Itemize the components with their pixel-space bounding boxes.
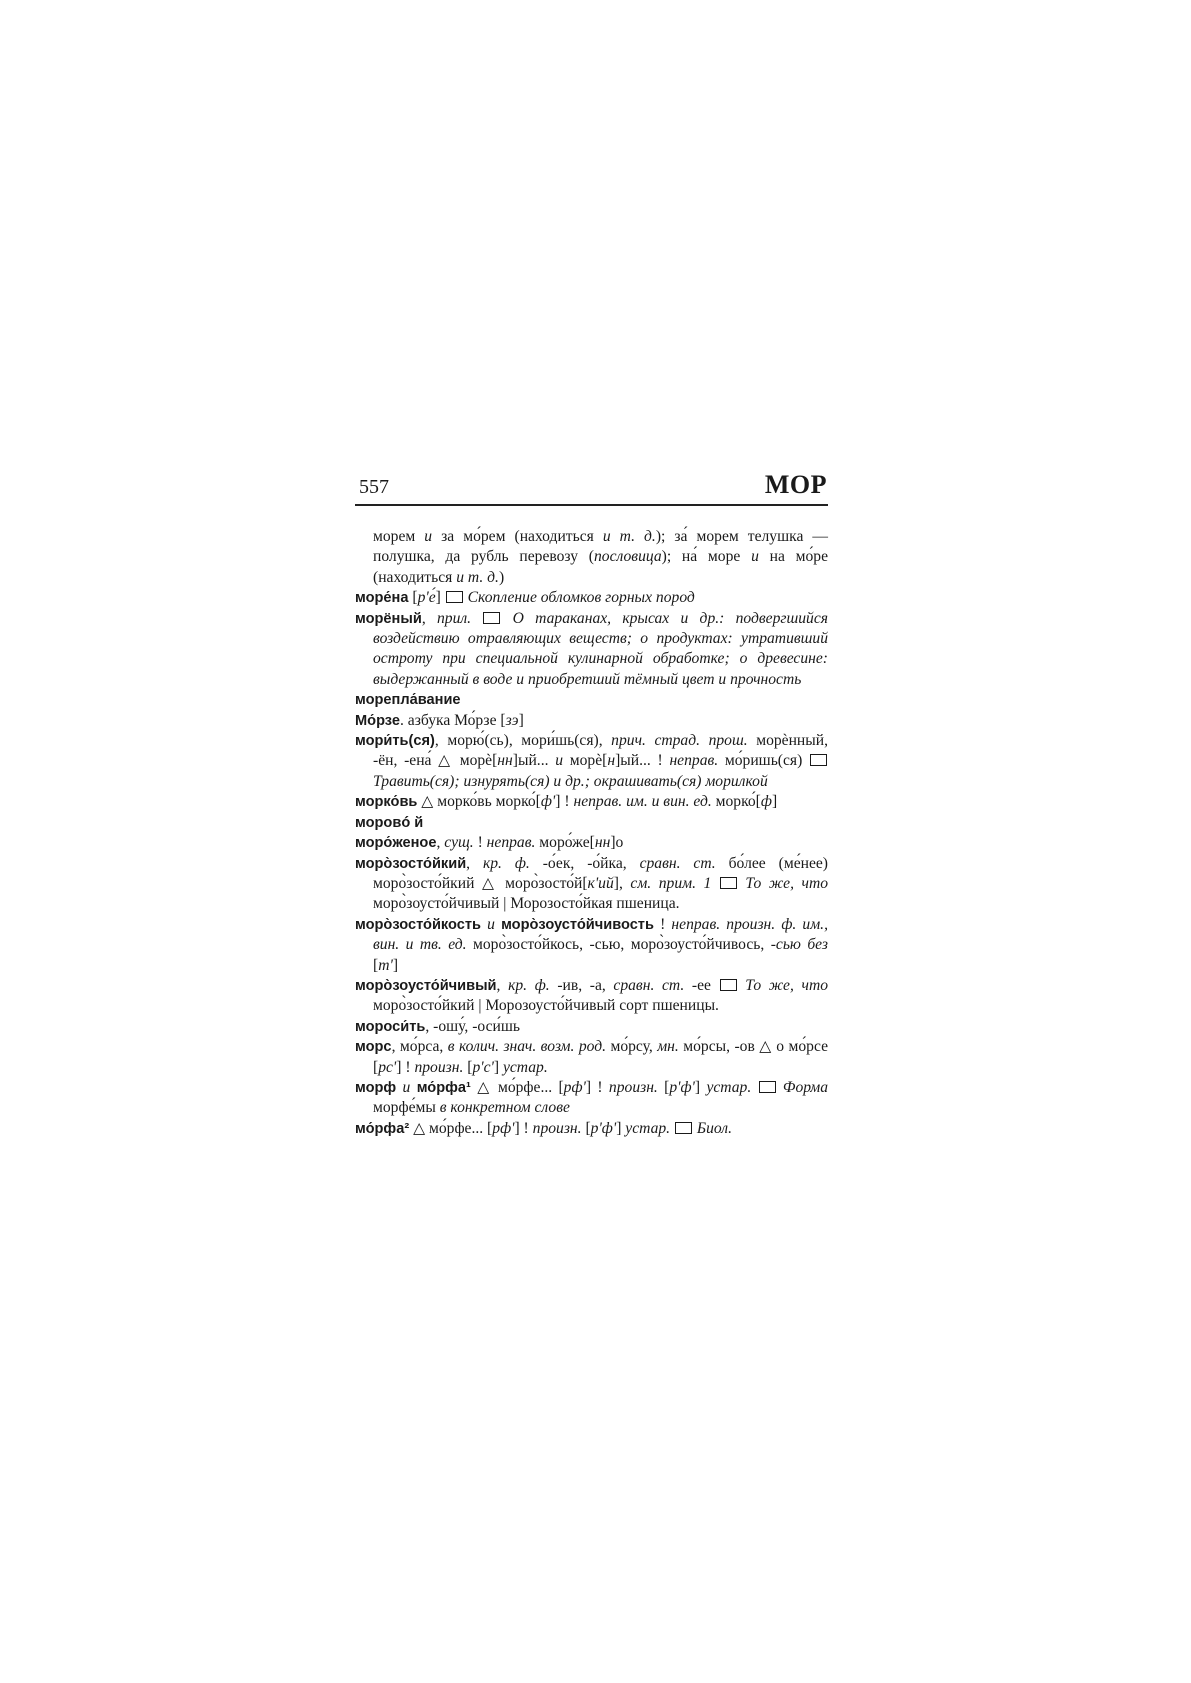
headword: море́на [355, 590, 409, 607]
entry-text: -о́ек, -о́йка, [529, 854, 640, 872]
italic-note: зэ [505, 711, 519, 729]
dictionary-entry [355, 731, 828, 792]
headword: мо́рфа² [355, 1120, 410, 1137]
entry-text: моро̀зосто́йкось, -сью, моро̀зоусто́йчивось, [466, 936, 771, 954]
italic-note: к'ий [587, 874, 614, 892]
italic-note: мн. [657, 1038, 679, 1056]
dictionary-entry [355, 813, 828, 833]
entry-text: моро́же[ [535, 834, 595, 852]
italic-note: Скопление обломков горных пород [463, 589, 695, 607]
entry-text [670, 1120, 674, 1137]
entry-text: бо́лее (ме́нее) моро̀зосто́йкий △ моро̀зосто́й[ [373, 854, 828, 892]
headword: моро̀зосто́йкий [355, 855, 467, 872]
italic-note: устар. [625, 1119, 671, 1137]
entry-text: за мо́рем (находиться [432, 528, 603, 545]
dictionary-entry [355, 854, 828, 915]
italic-note: неправ. произн. ф. им., вин. и тв. ед. [373, 915, 828, 954]
italic-note: То же, что [737, 976, 829, 994]
entry-text: -ив, -а, [549, 976, 614, 994]
dictionary-entry [355, 711, 828, 731]
definition-box-icon [810, 754, 827, 766]
italic-note: и [424, 528, 433, 545]
headword: морс [355, 1039, 392, 1056]
definition-box-icon [483, 612, 500, 624]
entry-text: ] [518, 711, 524, 729]
headword: мороси́ть [355, 1018, 426, 1035]
italic-note: ф' [540, 793, 556, 811]
header-rule [355, 504, 828, 506]
dictionary-entry [355, 690, 828, 710]
entry-text: ] [694, 1078, 707, 1096]
dictionary-entry [355, 1119, 828, 1139]
headword: морф [355, 1079, 397, 1096]
entry-text [711, 875, 719, 892]
entry-text: мо́рсы, -ов △ о мо́рсе [ [373, 1038, 829, 1076]
entry-text: ) [498, 568, 505, 586]
italic-note: в конкретном слове [439, 1099, 570, 1117]
entry-text: , [496, 976, 509, 994]
entry-text: △ мо́рфе... [ [409, 1119, 493, 1137]
entry-text: мо́рсу, [606, 1038, 658, 1056]
entry-text: ] [493, 1058, 503, 1076]
dictionary-entry [355, 915, 828, 976]
italic-note: нн [594, 834, 611, 852]
headword: Мо́рзе [355, 712, 400, 729]
entry-text: ] ! [396, 1058, 415, 1076]
italic-note: неправ. [486, 834, 536, 852]
entry-text: [ [463, 1058, 473, 1076]
definition-box-icon [759, 1081, 776, 1093]
entry-text: моро̀зоусто́йчивый | Морозосто́йкая пшеница. [373, 895, 680, 913]
entry-text: ! [473, 834, 487, 852]
definition-box-icon [720, 979, 737, 991]
entry-text: △ морко́вь морко́[ [417, 793, 541, 811]
entry-text: мо́ришь(ся) [718, 752, 810, 770]
entry-text: , [436, 834, 445, 852]
italic-note: пословица [594, 548, 662, 566]
italic-note: и т. д. [602, 528, 656, 545]
dictionary-entry [355, 588, 828, 608]
entry-text: ] [435, 589, 445, 607]
entry-text: ] [616, 1119, 626, 1137]
italic-note: и [555, 752, 564, 770]
italic-note: сравн. ст. [613, 976, 685, 994]
entry-text: [ [408, 589, 418, 607]
entry-text: ]ый... ! [615, 752, 670, 770]
italic-note: неправ. [669, 752, 719, 770]
entry-text: моро̀зосто́йкий | Морозоусто́йчивый сорт пшеницы. [373, 997, 719, 1015]
entry-text [751, 1079, 757, 1096]
dictionary-entry [355, 1017, 828, 1037]
italic-note: см. прим. 1 [630, 874, 712, 892]
italic-note: и [751, 548, 759, 566]
entry-text: ! [653, 915, 672, 933]
entry-text: [ [373, 956, 379, 974]
definition-box-icon [446, 591, 463, 603]
dictionary-entry [355, 609, 828, 691]
italic-note: рф' [563, 1078, 586, 1096]
entry-text: ] [392, 956, 399, 974]
italic-note: устар. [502, 1058, 548, 1076]
dictionary-entry [355, 1078, 828, 1119]
entry-text: [ [581, 1119, 591, 1137]
headword: моровó й [355, 814, 424, 831]
entry-text: ); за́ морем телушка — полушка, да рубль перевозу ( [373, 528, 828, 566]
entry-text: , морю́(сь), мори́шь(ся), [434, 732, 612, 750]
italic-note: прил. [436, 609, 472, 627]
headword: мо́рфа¹ [416, 1079, 471, 1096]
italic-note: сравн. ст. [639, 854, 716, 872]
italic-note: и [402, 1078, 411, 1096]
italic-note: произн. [532, 1119, 582, 1137]
italic-note: р'ф' [590, 1119, 617, 1137]
entry-text: морѐнный, -ён, -ена́ △ морѐ[ [373, 732, 828, 770]
headword: мори́ть(ся) [355, 733, 435, 750]
entry-text: ] [771, 793, 778, 811]
italic-note: ф [760, 793, 772, 811]
page-header [357, 470, 827, 506]
italic-note: Форма [776, 1078, 829, 1096]
italic-note: рф' [492, 1119, 515, 1137]
headword: морко́вь [355, 794, 418, 811]
italic-note: в колич. знач. возм. род. [447, 1038, 606, 1056]
headword: моро̀зоусто́йчивый [355, 977, 497, 994]
italic-note: н [607, 752, 616, 770]
italic-note: неправ. им. и вин. ед. [573, 793, 712, 811]
entry-text: ] ! [555, 793, 574, 811]
italic-note: р'ф' [669, 1078, 695, 1096]
dictionary-entry [355, 976, 828, 1017]
italic-note: р'с' [472, 1058, 494, 1076]
italic-note: -сью без [770, 936, 828, 954]
entry-text: ); на́ море [661, 548, 752, 566]
italic-note: р'е́ [417, 589, 436, 607]
italic-note: нн [497, 752, 513, 770]
entry-text: морѐ[ [563, 752, 608, 770]
entry-text: ] ! [514, 1119, 533, 1137]
entry-text: на мо́ре (находиться [373, 548, 828, 586]
dictionary-entry [355, 1037, 828, 1078]
italic-note: устар. [706, 1078, 752, 1096]
entry-text [471, 610, 482, 627]
entry-text: [ [657, 1078, 670, 1096]
dictionary-entries [355, 527, 828, 1139]
italic-note: То же, что [737, 874, 828, 892]
entry-text: , [421, 609, 437, 627]
headword: морепла́вание [355, 692, 461, 709]
entry-text: , мо́рса, [391, 1038, 448, 1056]
running-head: МОР [764, 470, 827, 499]
entry-text: -ее [684, 976, 719, 994]
italic-note: рс' [378, 1058, 397, 1076]
entry-text: ] ! [585, 1078, 609, 1096]
entry-text: ]ый... [512, 752, 556, 770]
entry-text: ], [613, 874, 631, 892]
entry-text: морем [373, 528, 425, 545]
dictionary-entry [355, 833, 828, 853]
headword: моро̀зосто́йкость [355, 916, 481, 933]
italic-note: произн. [414, 1058, 464, 1076]
entry-text: , -ошу́, -оси́шь [425, 1017, 520, 1035]
entry-continuation [355, 527, 828, 588]
italic-note: кр. ф. [508, 976, 550, 994]
headword: морёный [355, 610, 422, 627]
italic-note: кр. ф. [482, 854, 530, 872]
entry-text: , [466, 854, 483, 872]
entry-text: морфе́мы [373, 1099, 440, 1117]
italic-note: Биол. [693, 1119, 732, 1137]
italic-note: произн. [608, 1078, 658, 1096]
headword: моро́женое [355, 835, 437, 852]
headword: моро̀зоусто́йчивость [501, 916, 654, 933]
italic-note: прич. страд. прош. [611, 732, 748, 750]
italic-note: и т. д. [456, 568, 499, 586]
italic-note: сущ. [444, 834, 474, 852]
italic-note: и [487, 915, 495, 933]
italic-note: Травить(ся); изнурять(ся) и др.; окрашивать(ся) морилкой [373, 772, 768, 790]
italic-note: О тараканах, крысах и др.: подвергшийся воздействию отравляющих веществ; о продуктах: утративший остроту при специальной кулинарной обработке; о древесине: выдержанный в воде и приобретший тёмный цвет и прочность [373, 609, 828, 688]
page-number: 557 [359, 476, 389, 498]
entry-text: . азбука Мо́рзе [ [399, 711, 506, 729]
entry-text: △ мо́рфе... [ [470, 1078, 564, 1096]
italic-note: т' [378, 956, 393, 974]
definition-box-icon [720, 877, 737, 889]
entry-text: ]о [610, 834, 624, 852]
dictionary-entry [355, 792, 828, 812]
definition-box-icon [675, 1122, 692, 1134]
entry-text: морко́[ [711, 793, 761, 811]
